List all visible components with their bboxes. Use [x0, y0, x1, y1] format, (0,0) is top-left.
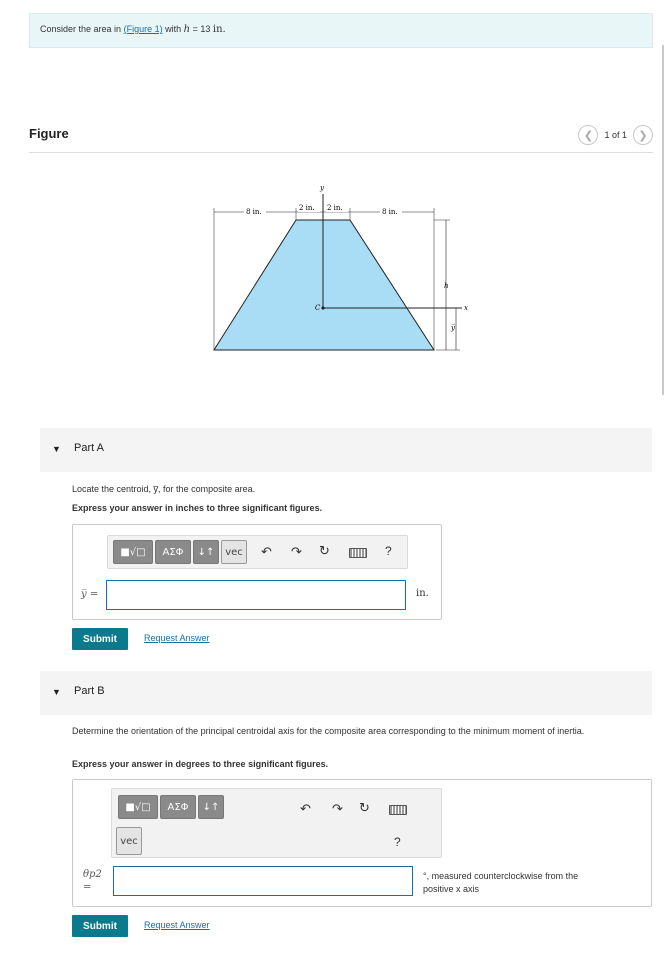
part-b-instruction: Express your answer in degrees to three significant figures.	[72, 759, 329, 769]
part-a-submit-button[interactable]: Submit	[72, 628, 128, 650]
help-button[interactable]: ?	[394, 835, 401, 849]
dim-top-left: 2 in.	[299, 204, 315, 212]
x-axis-label: x	[464, 304, 468, 312]
templates-button[interactable]: ■√□	[113, 540, 153, 564]
help-button[interactable]: ?	[385, 544, 392, 558]
vec-button[interactable]: vec	[116, 827, 142, 855]
theta-equals: =	[83, 882, 92, 893]
trapezoid-shape	[214, 220, 434, 350]
undo-icon[interactable]: ↶	[261, 544, 272, 559]
trapezoid-diagram	[200, 180, 480, 360]
greek-button[interactable]: ΑΣΦ	[160, 795, 196, 819]
page-count: 1 of 1	[604, 130, 627, 140]
reset-icon[interactable]: ↻	[319, 543, 330, 558]
redo-icon[interactable]: ↷	[332, 801, 343, 816]
undo-icon[interactable]: ↶	[300, 801, 311, 816]
ybar-var-label: y̅ =	[81, 589, 99, 600]
part-b-request-answer-link[interactable]: Request Answer	[144, 920, 210, 930]
keyboard-icon[interactable]	[389, 805, 407, 815]
centroid-label: C	[315, 304, 321, 312]
figure-link[interactable]: (Figure 1)	[123, 24, 163, 34]
arrows-button[interactable]: ↓↑	[198, 795, 224, 819]
templates-button[interactable]: ■√□	[118, 795, 158, 819]
reset-icon[interactable]: ↻	[359, 800, 370, 815]
part-a-toolbar	[107, 535, 408, 569]
dim-left: 8 in.	[246, 208, 262, 216]
centroid-dot	[321, 306, 324, 309]
part-a-request-answer-link[interactable]: Request Answer	[144, 633, 210, 643]
part-a-header[interactable]	[40, 428, 652, 472]
part-a-prompt: Locate the centroid, y̅, for the composite area.	[72, 484, 256, 494]
greek-button[interactable]: ΑΣΦ	[155, 540, 191, 564]
part-b-answer-box	[72, 779, 652, 907]
part-b-submit-button[interactable]: Submit	[72, 915, 128, 937]
part-a-instruction: Express your answer in inches to three significant figures.	[72, 503, 323, 513]
part-b-header[interactable]	[40, 671, 652, 715]
figure-divider	[29, 152, 653, 153]
part-a-label: Part A	[74, 442, 104, 454]
chevron-right-icon[interactable]: ❯	[633, 125, 653, 145]
keyboard-icon[interactable]	[349, 548, 367, 558]
intro-text: Consider the area in (Figure 1) with h = 13 in.	[40, 24, 226, 35]
y-axis-label: y	[320, 184, 324, 192]
caret-down-icon[interactable]: ▼	[52, 444, 61, 454]
part-a-answer-box	[72, 524, 442, 620]
dim-right: 8 in.	[382, 208, 398, 216]
ybar-label: y̅	[451, 324, 455, 332]
part-b-label: Part B	[74, 685, 105, 697]
part-b-toolbar	[111, 788, 442, 858]
theta-input[interactable]	[113, 866, 413, 896]
vec-button[interactable]: vec	[221, 540, 247, 564]
theta-var-label: θp2	[83, 869, 102, 880]
problem-statement	[29, 13, 653, 48]
figure-pager	[578, 125, 653, 145]
height-label: h	[444, 282, 449, 290]
ybar-input[interactable]	[106, 580, 406, 610]
part-b-unit: °, measured counterclockwise from the positive x axis	[423, 871, 579, 894]
part-b-prompt: Determine the orientation of the principal centroidal axis for the composite area corresponding to the minimum moment of inertia.	[72, 726, 585, 736]
caret-down-icon[interactable]: ▼	[52, 687, 61, 697]
dim-top-right: 2 in.	[327, 204, 343, 212]
redo-icon[interactable]: ↷	[291, 544, 302, 559]
figure-title: Figure	[29, 126, 69, 141]
arrows-button[interactable]: ↓↑	[193, 540, 219, 564]
chevron-left-icon[interactable]: ❮	[578, 125, 598, 145]
part-a-unit: in.	[416, 588, 429, 599]
scrollbar[interactable]	[662, 45, 664, 395]
